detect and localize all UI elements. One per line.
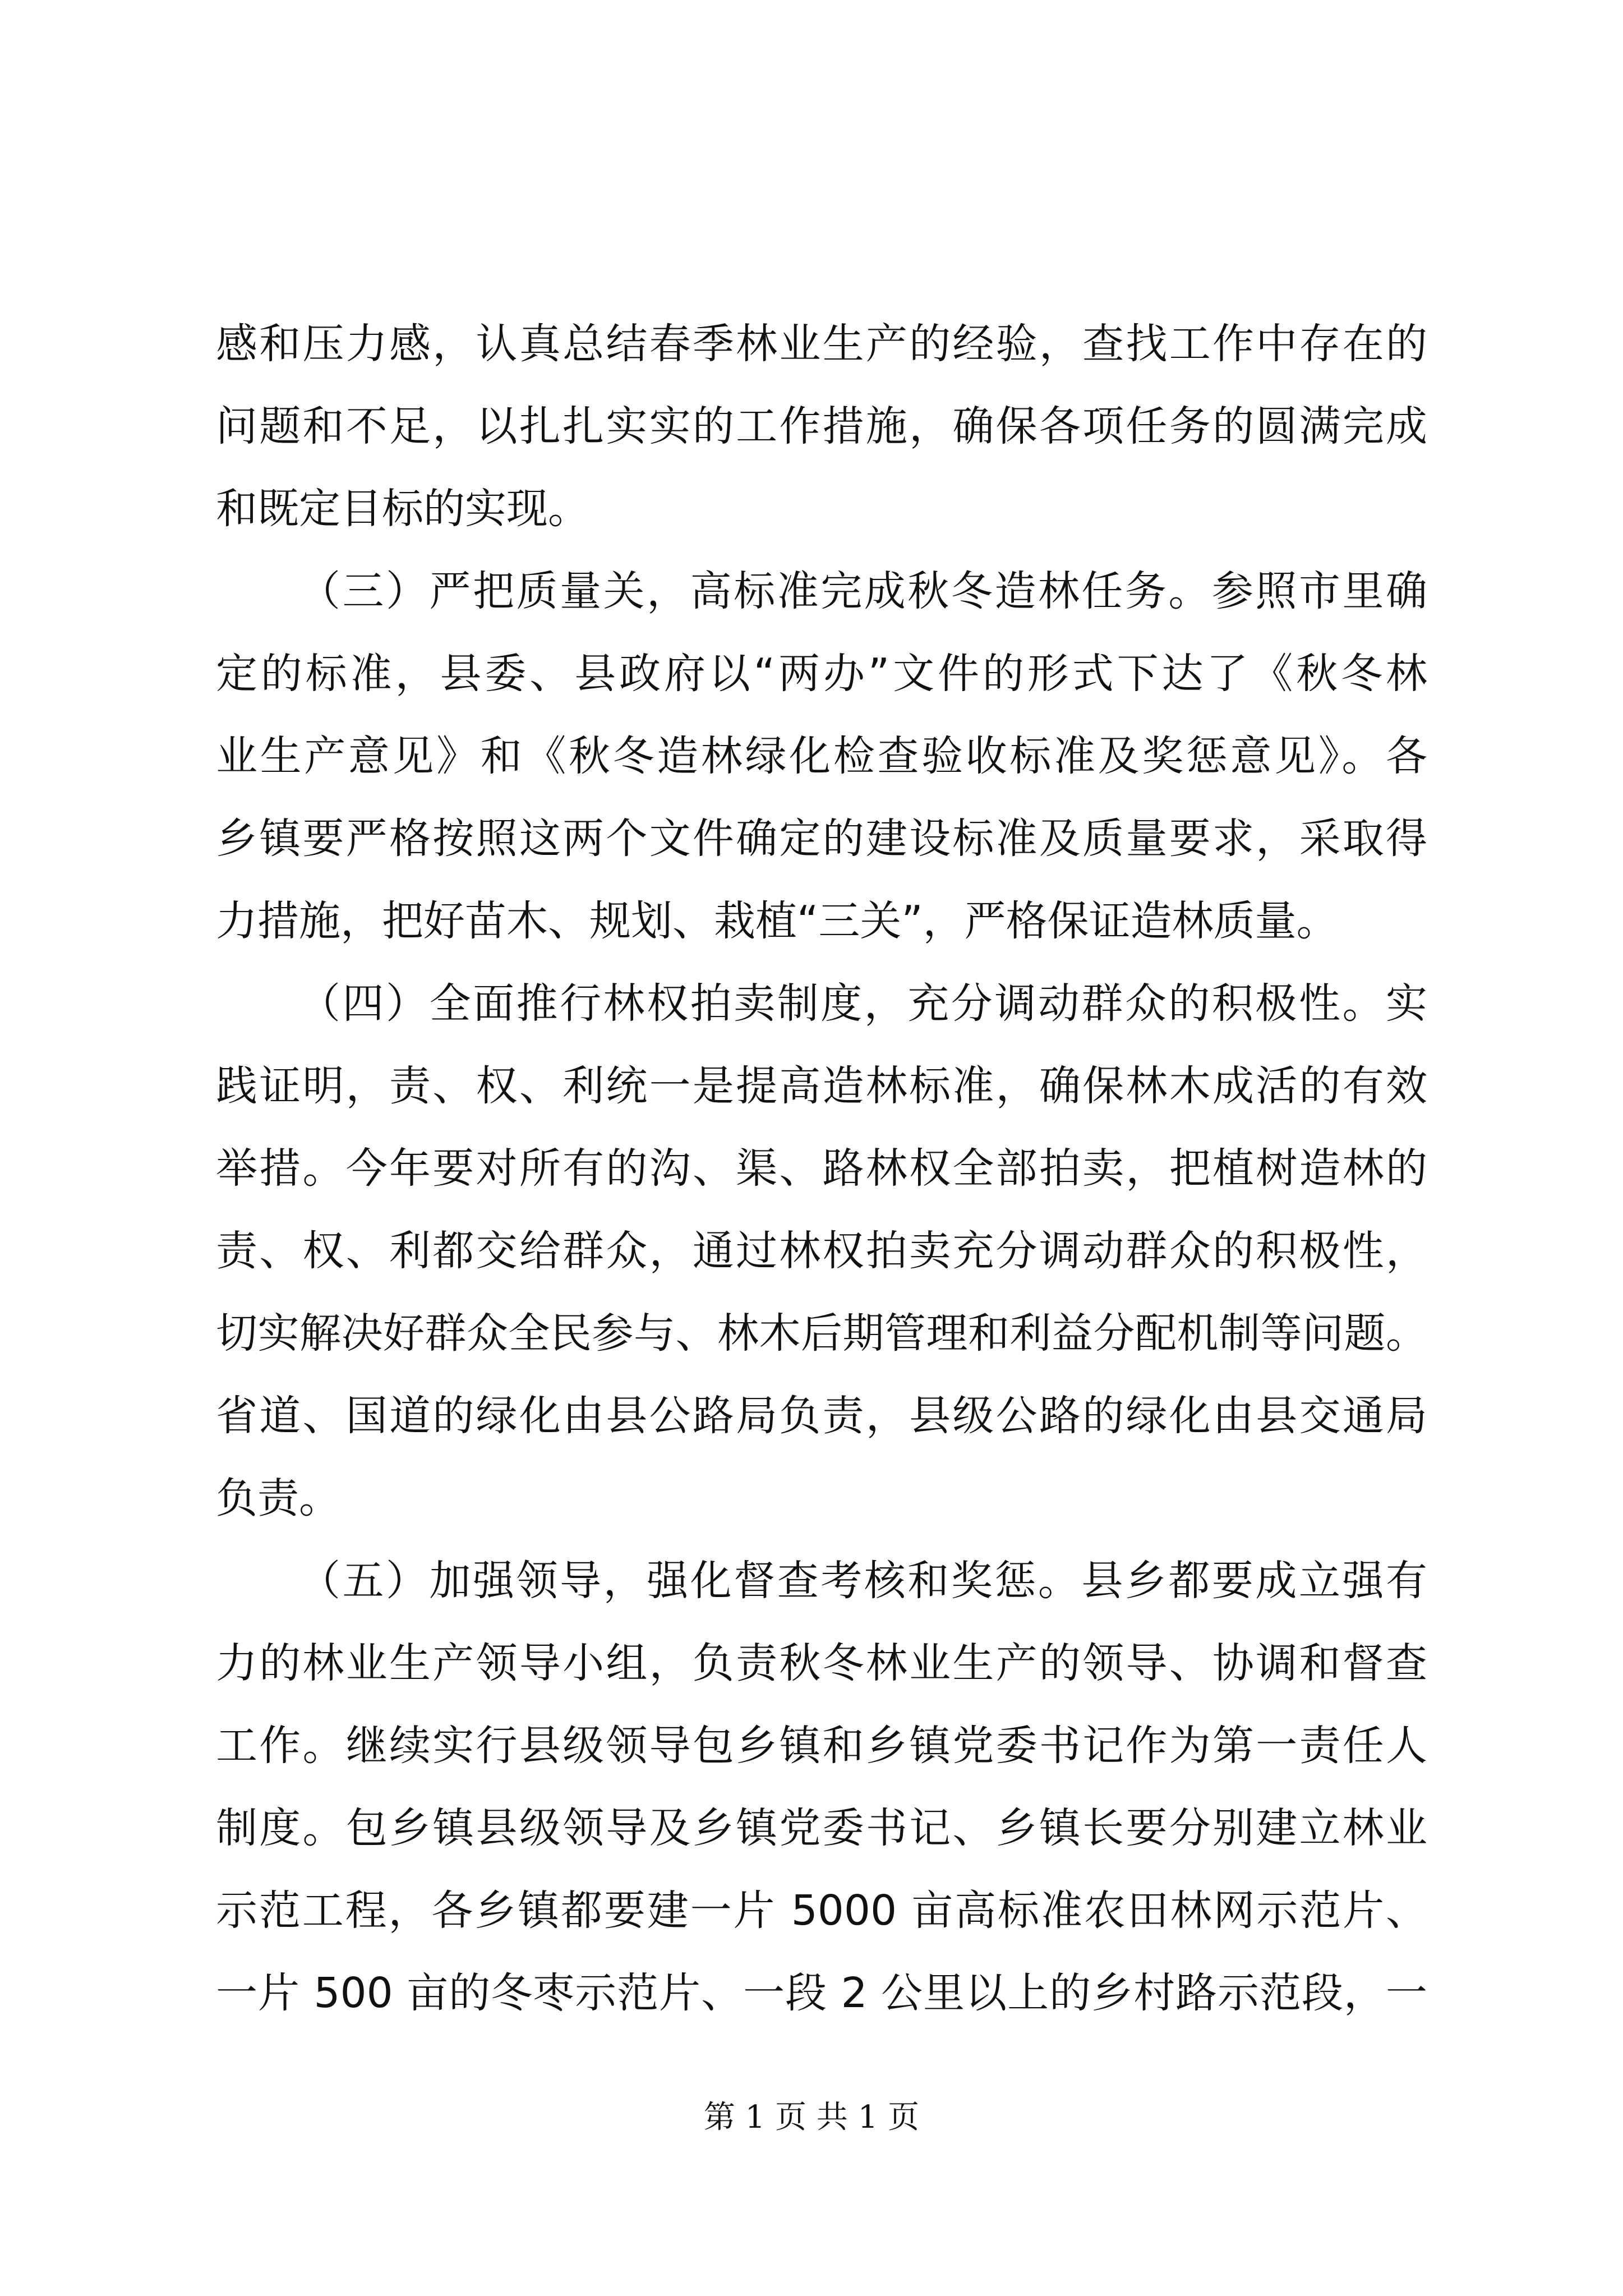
text-line: 力的林业生产领导小组，负责秋冬林业生产的领导、协调和督查 bbox=[216, 1639, 1427, 1687]
text-line: 业生产意见》和《秋冬造林绿化检查验收标准及奖惩意见》。各 bbox=[216, 732, 1427, 780]
text-line: 感和压力感，认真总结春季林业生产的经验，查找工作中存在的 bbox=[216, 320, 1427, 368]
text-line: 举措。今年要对所有的沟、渠、路林权全部拍卖，把植树造林的 bbox=[216, 1144, 1427, 1193]
text-line: 问题和不足，以扎扎实实的工作措施，确保各项任务的圆满完成 bbox=[216, 402, 1427, 450]
text-line: 工作。继续实行县级领导包乡镇和乡镇党委书记作为第一责任人 bbox=[216, 1722, 1427, 1770]
text-line: 省道、国道的绿化由县公路局负责，县级公路的绿化由县交通局 bbox=[216, 1392, 1427, 1440]
text-line: 力措施，把好苗木、规划、栽植“三关”，严格保证造林质量。 bbox=[216, 897, 1338, 945]
text-line: 和既定目标的实现。 bbox=[216, 485, 589, 533]
text-line: 制度。包乡镇县级领导及乡镇党委书记、乡镇长要分别建立林业 bbox=[216, 1804, 1427, 1852]
text-line: 责、权、利都交给群众，通过林权拍卖充分调动群众的积极性， bbox=[216, 1227, 1427, 1275]
paragraph-heading-line: （三）严把质量关，高标准完成秋冬造林任务。参照市里确 bbox=[299, 567, 1427, 615]
text-line: 一片 500 亩的冬枣示范片、一段 2 公里以上的乡村路示范段，一 bbox=[216, 1969, 1427, 2017]
text-line: 定的标准，县委、县政府以“两办”文件的形式下达了《秋冬林 bbox=[216, 650, 1427, 698]
text-line: 乡镇要严格按照这两个文件确定的建设标准及质量要求，采取得 bbox=[216, 815, 1427, 863]
page-footer bbox=[0, 2095, 1623, 2140]
body-text bbox=[216, 303, 1427, 2035]
text-line: 负责。 bbox=[216, 1474, 340, 1522]
text-line: 示范工程，各乡镇都要建一片 5000 亩高标准农田林网示范片、 bbox=[216, 1887, 1427, 1935]
text-line: 切实解决好群众全民参与、林木后期管理和利益分配机制等问题。 bbox=[216, 1309, 1427, 1358]
text-line: 践证明，责、权、利统一是提高造林标准，确保林木成活的有效 bbox=[216, 1062, 1427, 1110]
paragraph-heading-line: （四）全面推行林权拍卖制度，充分调动群众的积极性。实 bbox=[299, 979, 1427, 1028]
page-number-label: 第 1 页 共 1 页 bbox=[703, 2099, 920, 2136]
paragraph-heading-line: （五）加强领导，强化督查考核和奖惩。县乡都要成立强有 bbox=[299, 1557, 1427, 1605]
